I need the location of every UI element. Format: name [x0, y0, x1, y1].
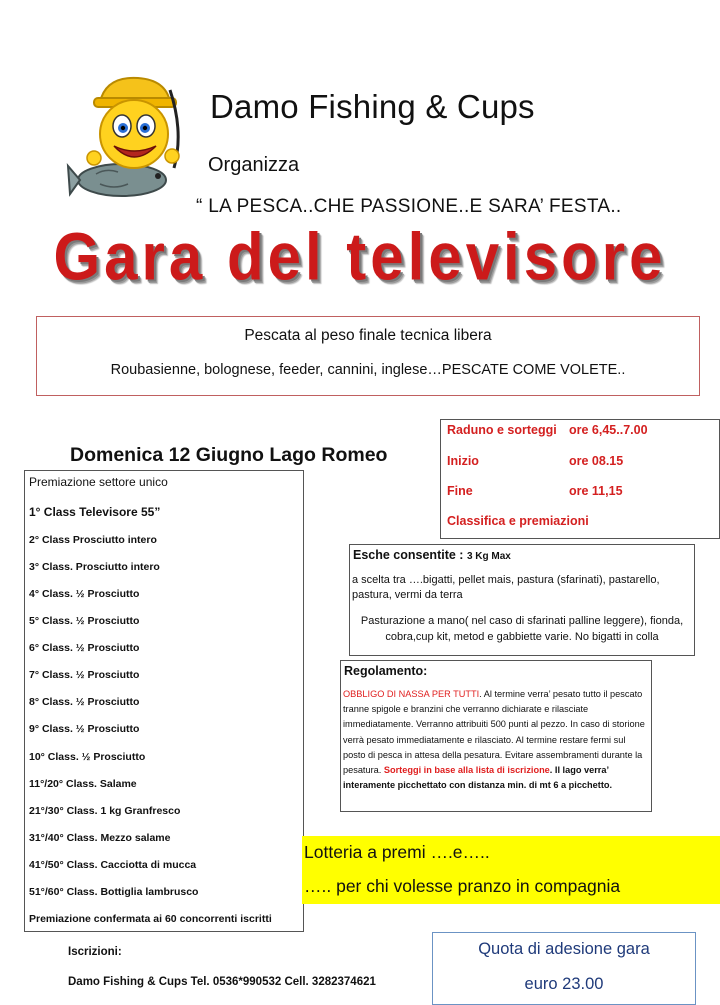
event-title: Gara del televisore [53, 218, 667, 295]
regolamento-title: Regolamento: [344, 664, 428, 678]
schedule-label-raduno: Raduno e sorteggi [447, 423, 557, 437]
organization-name: Damo Fishing & Cups [210, 88, 535, 125]
quota-label: Quota di adesione gara [478, 940, 650, 958]
lotteria-line-1: Lotteria a premi ….e….. [304, 842, 490, 862]
premio-item: 5° Class. ½ Prosciutto [29, 615, 140, 627]
regolamento-sorteggi: Sorteggi in base alla lista di iscrizione [383, 765, 550, 776]
premio-item: 31°/40° Class. Mezzo salame [29, 832, 171, 844]
premio-item: 4° Class. ½ Prosciutto [29, 588, 140, 600]
esche-max: 3 Kg Max [466, 551, 511, 562]
lotteria-line-2: ….. per chi volesse pranzo in compagnia [304, 876, 621, 896]
tecnica-line-2: Roubasienne, bolognese, feeder, cannini, inglese…PESCATE COME VOLETE.. [110, 362, 626, 378]
schedule-label-fine: Fine [447, 484, 473, 498]
lotteria-band [302, 836, 720, 904]
premiazione-box [24, 470, 304, 932]
quota-box [432, 932, 696, 1005]
schedule-time-inizio: ore 08.15 [569, 454, 624, 468]
tecnica-line-1: Pescata al peso finale tecnica libera [244, 327, 492, 344]
premio-item: 7° Class. ½ Prosciutto [29, 669, 140, 681]
schedule-label-inizio: Inizio [447, 454, 479, 468]
esche-box [349, 544, 695, 656]
premiazione-footer: Premiazione confermata ai 60 concorrenti iscritti [29, 913, 272, 925]
premio-item: 21°/30° Class. 1 kg Granfresco [29, 805, 181, 817]
premio-item: 2° Class Prosciutto intero [29, 534, 157, 546]
regolamento-box [340, 660, 652, 812]
tecnica-box [36, 316, 700, 396]
esche-text-2: Pasturazione a mano( nel caso di sfarinati palline leggere), fionda, cobra,cup kit, metod e gabbiette varie. No bigatti in colla [360, 615, 684, 643]
contact-info: Damo Fishing & Cups Tel. 0536*990532 Cell. 3282374621 [68, 976, 376, 988]
regolamento-text-1: . Al termine verra’ pesato tutto il pescato tranne spigole e branzini che verranno dichiarate e rilasciate immediatamente. Verranno attribuiti 500 punti al pezzo. In caso di storione verrà pesato immediatamente e rilasciato. Al termine restare fermi sul posto di pesca in attesa della pesatura. Evitare assembramenti durante la pesatura. [343, 689, 645, 776]
premiazione-title: Premiazione settore unico [29, 475, 168, 489]
slogan: “ LA PESCA..CHE PASSIONE..E SARA’ FESTA.. [196, 196, 622, 217]
event-date-place: Domenica 12 Giugno Lago Romeo [70, 444, 388, 466]
premio-item: 51°/60° Class. Bottiglia lambrusco [29, 886, 199, 898]
premio-item: 8° Class. ½ Prosciutto [29, 696, 140, 708]
esche-title-text: Esche consentite : [353, 548, 467, 562]
organizza-label: Organizza [208, 154, 300, 176]
schedule-time-fine: ore 11,15 [569, 484, 623, 498]
schedule-time-raduno: ore 6,45..7.00 [569, 423, 648, 437]
regolamento-text [343, 687, 649, 793]
esche-title [353, 548, 511, 562]
iscrizioni-label: Iscrizioni: [68, 946, 122, 958]
regolamento-obbligo: OBBLIGO DI NASSA PER TUTTI [343, 689, 480, 699]
regolamento-text-2: . Il lago verra’ interamente picchettato con distanza min. di mt 6 a picchetto. [343, 765, 613, 791]
premio-item: 3° Class. Prosciutto intero [29, 561, 160, 573]
esche-text-1: a scelta tra ….bigatti, pellet mais, pastura (sfarinati), pastarello, pastura, vermi da terra [352, 574, 660, 601]
premio-item: 1° Class Televisore 55” [29, 505, 161, 519]
premio-item: 11°/20° Class. Salame [29, 778, 137, 790]
premio-item: 10° Class. ½ Prosciutto [29, 751, 146, 763]
premio-item: 41°/50° Class. Cacciotta di mucca [29, 859, 197, 871]
premio-item: 9° Class. ½ Prosciutto [29, 723, 140, 735]
smiley-fish-logo-icon [66, 72, 194, 208]
premio-item: 6° Class. ½ Prosciutto [29, 642, 140, 654]
schedule-box [440, 419, 720, 539]
schedule-label-classifica: Classifica e premiazioni [447, 514, 589, 528]
quota-price: euro 23.00 [524, 975, 604, 993]
